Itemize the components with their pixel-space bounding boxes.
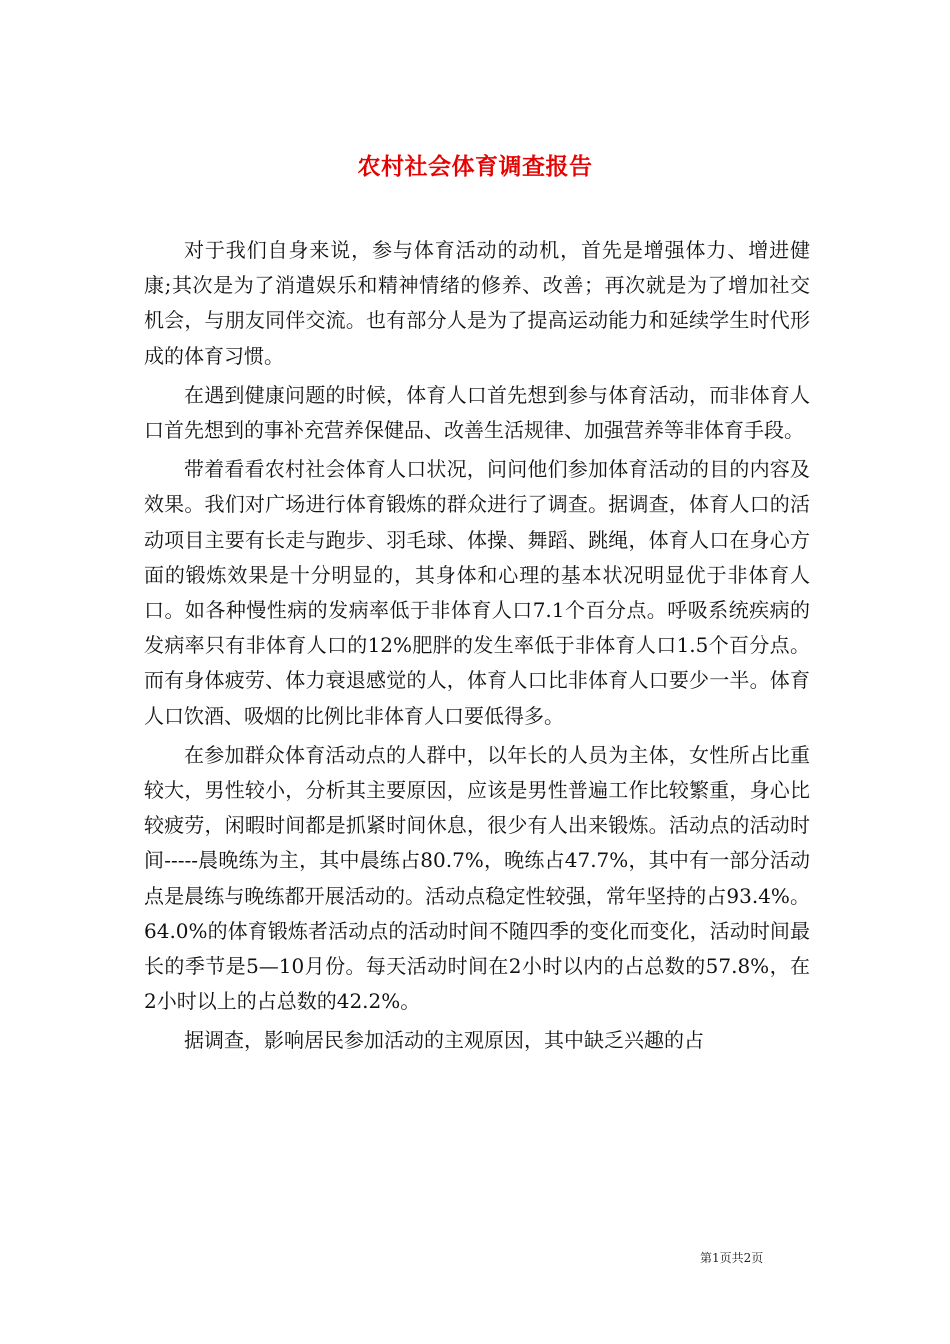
document-title: 农村社会体育调查报告 xyxy=(357,153,593,181)
paragraph-5: 据调查，影响居民参加活动的主观原因，其中缺乏兴趣的占 xyxy=(184,1028,704,1053)
page-number-footer: 第1页共2页 xyxy=(700,1251,764,1265)
document-body xyxy=(144,233,810,1063)
paragraph-2: 在遇到健康问题的时候，体育人口首先想到参与体育活动，而非体育人口首先想到的事补充营养保健品、改善生活规律、加强营养等非体育手段。 xyxy=(144,382,810,443)
paragraph-4: 在参加群众体育活动点的人群中，以年长的人员为主体，女性所占比重较大，男性较小，分析其主要原因，应该是男性普遍工作比较繁重，身心比较疲劳，闲暇时间都是抓紧时间休息，很少有人出来锻炼。活动点的活动时间-----晨晚练为主，其中晨练占80.7%，晚练占47.7%，其中有一部分活动点是晨练与晚练都开展活动的。活动点稳定性较强，常年坚持的占93.4%。64.0%的体育锻炼者活动点的活动时间不随四季的变化而变化，活动时间最长的季节是5—10月份。每天活动时间在2小时以内的占总数的57.8%，在2小时以上的占总数的42.2%。 xyxy=(144,742,810,1014)
paragraph-1: 对于我们自身来说，参与体育活动的动机，首先是增强体力、增进健康;其次是为了消遣娱乐和精神情绪的修养、改善；再次就是为了增加社交机会，与朋友同伴交流。也有部分人是为了提高运动能力和延续学生时代形成的体育习惯。 xyxy=(144,238,810,368)
paragraph-3: 带着看看农村社会体育人口状况，问问他们参加体育活动的目的内容及效果。我们对广场进行体育锻炼的群众进行了调查。据调查，体育人口的活动项目主要有长走与跑步、羽毛球、体操、舞蹈、跳绳，体育人口在身心方面的锻炼效果是十分明显的，其身体和心理的基本状况明显优于非体育人口。如各种慢性病的发病率低于非体育人口7.1个百分点。呼吸系统疾病的发病率只有非体育人口的12%肥胖的发生率低于非体育人口1.5个百分点。而有身体疲劳、体力衰退感觉的人，体育人口比非体育人口要少一半。体育人口饮酒、吸烟的比例比非体育人口要低得多。 xyxy=(144,457,810,728)
